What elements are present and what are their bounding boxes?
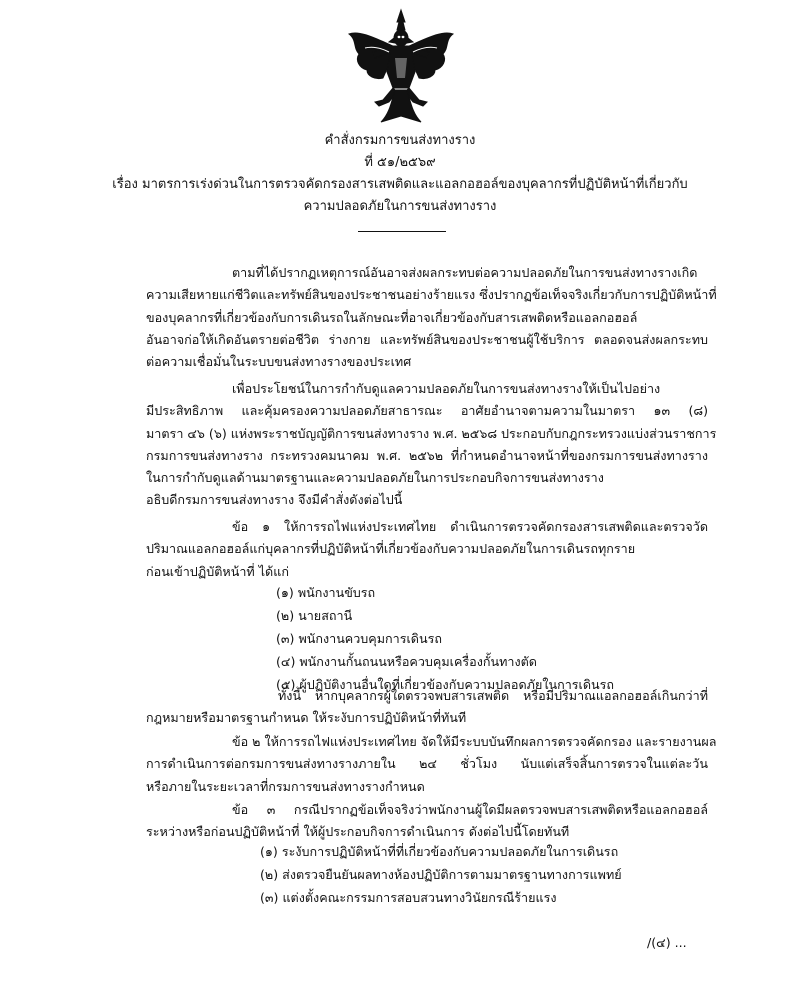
header-divider [358,231,446,232]
subject-line-2: ความปลอดภัยในการขนส่งทางราง [303,199,497,214]
garuda-emblem-icon [345,8,457,126]
text-line: กฎหมายหรือมาตรฐานกำหนด ให้ระงับการปฏิบัติหน้าที่ทันที [146,710,467,726]
text-line: อันอาจก่อให้เกิดอันตรายต่อชีวิต ร่างกาย และทรัพย์สินของประชาชนผู้ใช้บริการ ตลอดจนส่งผลกระทบ [146,331,708,347]
text-line: ของบุคลากรที่เกี่ยวข้องกับการเดินรถในลักษณะที่อาจเกี่ยวข้องกับสารเสพติดหรือแอลกอฮอล์ [146,309,638,325]
paragraph-background [146,262,717,373]
page-continuation: /(๔) ... [647,935,687,950]
order-number: ที่ ๕๑/๒๕๖๙ [364,155,436,170]
text-line: ต่อความเชื่อมั่นในระบบขนส่งทางรางของประเทศ [146,354,412,370]
list-item: (๒) นายสถานี [276,608,353,623]
text-line: อธิบดีกรมการขนส่งทางราง จึงมีคำสั่งดังต่อไปนี้ [146,492,403,508]
list-item: (๓) แต่งตั้งคณะกรรมการสอบสวนทางวินัยกรณีร้ายแรง [260,890,557,905]
text-line: มาตรา ๔๖ (๖) แห่งพระราชบัญญัติการขนส่งทางราง พ.ศ. ๒๕๖๘ ประกอบกับกฎกระทรวงแบ่งส่วนราชการ [146,425,717,441]
text-line: ข้อ ๒ ให้การรถไฟแห่งประเทศไทย จัดให้มีระบบบันทึกผลการตรวจคัดกรอง และรายงานผล [232,734,717,749]
clause-1-list [276,581,614,696]
text-line: หรือภายในระยะเวลาที่กรมการขนส่งทางรางกำหนด [146,778,425,794]
text-line: เพื่อประโยชน์ในการกำกับดูแลความปลอดภัยในการขนส่งทางรางให้เป็นไปอย่าง [232,381,661,396]
clause-3 [146,799,708,844]
clause-1-note [146,685,708,730]
clause-2 [146,731,717,798]
text-line: ความเสียหายแก่ชีวิตและทรัพย์สินของประชาชนอย่างร้ายแรง ซึ่งปรากฏข้อเท็จจริงเกี่ยวกับการปฏิบัติหน้าที่ [146,287,717,303]
text-line: ทั้งนี้ หากบุคลากรผู้ใดตรวจพบสารเสพติด หรือมีปริมาณแอลกอฮอล์เกินกว่าที่ [278,688,708,703]
list-item: (๑) ระงับการปฏิบัติหน้าที่ที่เกี่ยวข้องกับความปลอดภัยในการเดินรถ [260,844,619,859]
text-line: ปริมาณแอลกอฮอล์แก่บุคลากรที่ปฏิบัติหน้าที่เกี่ยวข้องกับความปลอดภัยในการเดินรถทุกราย [146,541,636,557]
text-line: ตามที่ได้ปรากฏเหตุการณ์อันอาจส่งผลกระทบต่อความปลอดภัยในการขนส่งทางรางเกิด [232,265,698,280]
clause-1 [146,516,708,583]
text-line: มีประสิทธิภาพ และคุ้มครองความปลอดภัยสาธารณะ อาศัยอำนาจตามความในมาตรา ๑๓ (๘) [146,403,708,419]
list-item: (๑) พนักงานขับรถ [276,585,376,600]
order-title: คำสั่งกรมการขนส่งทางราง [324,133,476,148]
text-line: ข้อ ๑ ให้การรถไฟแห่งประเทศไทย ดำเนินการตรวจคัดกรองสารเสพติดและตรวจวัด [232,519,708,534]
text-line: การดำเนินการต่อกรมการขนส่งทางรางภายใน ๒๔ ชั่วโมง นับแต่เสร็จสิ้นการตรวจในแต่ละวัน [146,756,708,772]
list-item: (๔) พนักงานกั้นถนนหรือควบคุมเครื่องกั้นทางตัด [276,654,537,669]
list-item: (๓) พนักงานควบคุมการเดินรถ [276,631,442,646]
list-item: (๒) ส่งตรวจยืนยันผลทางห้องปฏิบัติการตามมาตรฐานทางการแพทย์ [260,867,622,882]
text-line: ก่อนเข้าปฏิบัติหน้าที่ ได้แก่ [146,563,289,579]
paragraph-authority [146,378,717,512]
text-line: ในการกำกับดูแลด้านมาตรฐานและความปลอดภัยในการประกอบกิจการขนส่งทางราง [146,470,604,486]
text-line: กรมการขนส่งทางราง กระทรวงคมนาคม พ.ศ. ๒๕๖๒ ที่กำหนดอำนาจหน้าที่ของกรมการขนส่งทางราง [146,447,708,463]
text-line: ระหว่างหรือก่อนปฏิบัติหน้าที่ ให้ผู้ประกอบกิจการดำเนินการ ดังต่อไปนี้โดยทันที [146,824,570,840]
subject-line-1: เรื่อง มาตรการเร่งด่วนในการตรวจคัดกรองสารเสพติดและแอลกอฮอล์ของบุคลากรที่ปฏิบัติหน้าที่เกี่ยวกับ [112,177,688,192]
text-line: ข้อ ๓ กรณีปรากฏข้อเท็จจริงว่าพนักงานผู้ใดมีผลตรวจพบสารเสพติดหรือแอลกอฮอล์ [232,802,708,817]
clause-3-list [260,840,622,909]
list-item: (๕) ผู้ปฏิบัติงานอื่นใดที่เกี่ยวข้องกับความปลอดภัยในการเดินรถ [276,677,615,692]
